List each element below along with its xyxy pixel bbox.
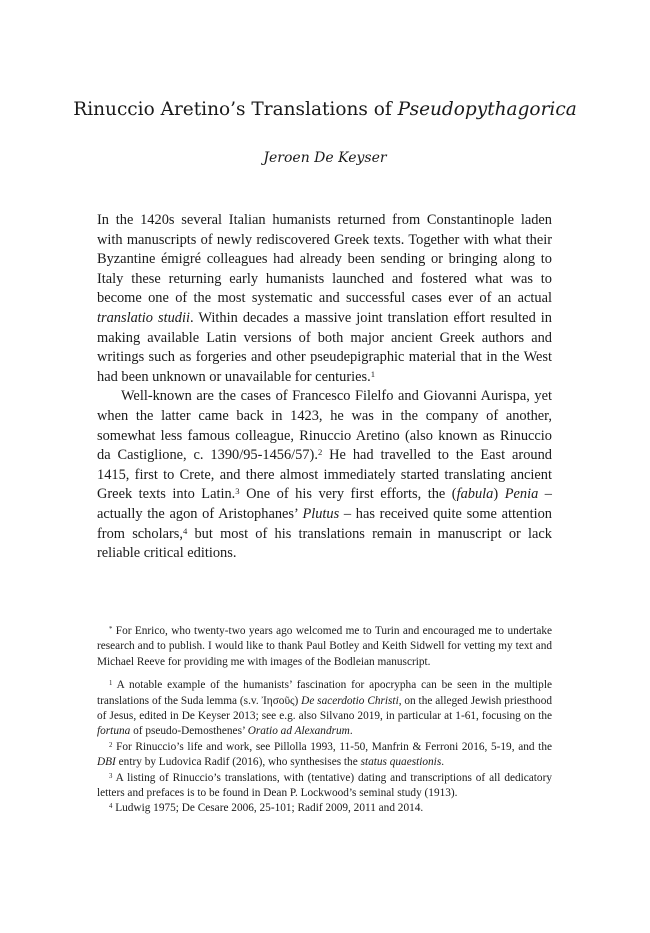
title-main: Rinuccio Aretino’s Translations of — [73, 99, 398, 120]
paper-title — [60, 98, 590, 122]
italic-run: status quaestionis — [360, 756, 442, 769]
italic-run: Oratio ad Alexandrum — [247, 725, 350, 738]
text-run: – actually the agon of Aristophanes’ — [97, 486, 553, 522]
footnote-text: For Rinuccio’s life and work, see Pillolla 1993, 11-50, Manfrin & Ferroni 2016, 5-19, and the — [112, 740, 552, 753]
footnote-mark: * — [109, 625, 113, 633]
text-run: He had travelled to the East around 1415, first to Crete, and there almost immediately started translating ancient Greek texts into Latin. — [97, 447, 552, 503]
footnote-text: . — [441, 756, 445, 769]
italic-run: translatio studii — [97, 309, 191, 326]
footnote-text: Ludwig 1975; De Cesare 2006, 25-101; Radif 2009, 2011 and 2014. — [112, 802, 424, 815]
footnote-mark: 4 — [109, 803, 113, 811]
footnote-star — [97, 624, 552, 670]
footnote-text: of pseudo-Demosthenes’ — [130, 725, 248, 738]
italic-run: Penia — [504, 486, 539, 503]
text-run: In the 1420s several Italian humanists returned from Constantinople laden with manuscripts of newly rediscovered Greek texts. Together with what their Byzantine émigré colleagues had already been sending or bringing along to Italy these returning early humanists launched and fostered what was to become one of the most systematic and successful cases ever of an actual — [97, 212, 552, 307]
text-run: . Within decades a massive joint translation effort resulted in making available Latin versions of both major ancient Greek authors and writings such as forgeries and other pseudepigraphic material that in the West had been unknown or unavailable for centuries. — [97, 309, 552, 385]
text-run: Well-known are the cases of Francesco Filelfo and Giovanni Aurispa, yet when the latter came back in 1423, he was in the company of another, somewhat less famous colleague, Rinuccio Aretino (also known as Rinuccio da Castiglione, c. 1390/95-1456/57). — [97, 388, 552, 464]
text-run: ) — [493, 486, 505, 503]
footnote-text: For Enrico, who twenty-two years ago welcomed me to Turin and encouraged me to undertake research and to publish. I would like to thank Paul Botley and Keith Sidwell for vetting my text and Michael Reeve for providing me with images of the Bodleian manuscript. — [97, 625, 552, 668]
footnote-mark: 1 — [109, 680, 113, 688]
paragraph-2 — [97, 387, 552, 563]
footnote-text: entry by Ludovica Radif (2016), who synthesises the — [115, 756, 361, 769]
footnote-ref-4[interactable]: 4 — [182, 525, 188, 536]
footnote-ref-2[interactable]: 2 — [317, 447, 323, 458]
footnote-ref-3[interactable]: 3 — [235, 486, 240, 497]
text-run: but most of his translations remain in manuscript or lack reliable critical editions. — [97, 525, 552, 562]
italic-run: De sacerdotio Christi — [301, 694, 399, 707]
footnote-2 — [97, 740, 552, 771]
footnotes — [97, 624, 552, 817]
author-name: Jeroen De Keyser — [263, 150, 387, 166]
italic-run: fortuna — [97, 725, 131, 738]
footnote-text: , on the alleged Jewish priesthood of Jesus, edited in De Keyser 2013; see e.g. also Silvano 2019, in particular at 1-61, focusing on the — [97, 694, 552, 723]
text-run: – has received quite some attention from scholars, — [97, 505, 552, 542]
footnote-3 — [97, 771, 552, 802]
body-text — [97, 211, 552, 564]
footnote-ref-1[interactable]: 1 — [370, 368, 376, 379]
text-run: One of his very first efforts, the ( — [239, 486, 457, 503]
footnote-text: A notable example of the humanists’ fascination for apocrypha can be seen in the multiple translations of the Suda lemma (s.v. Ἰησοῦς) — [97, 679, 552, 707]
footnote-mark: 3 — [109, 772, 113, 780]
footnote-text: . — [349, 725, 353, 738]
italic-run: Plutus — [302, 505, 340, 522]
footnote-4 — [97, 801, 552, 816]
title-italic: Pseudopythagorica — [397, 99, 577, 120]
footnote-text: A listing of Rinuccio’s translations, with (tentative) dating and transcriptions of all dedicatory letters and prefaces is to be found in Dean P. Lockwood’s seminal study (1913). — [97, 771, 552, 800]
italic-run: DBI — [97, 756, 116, 769]
footnote-1 — [97, 678, 552, 740]
footnote-mark: 2 — [109, 741, 113, 749]
italic-run: fabula — [456, 486, 494, 503]
paragraph-1 — [97, 211, 552, 387]
